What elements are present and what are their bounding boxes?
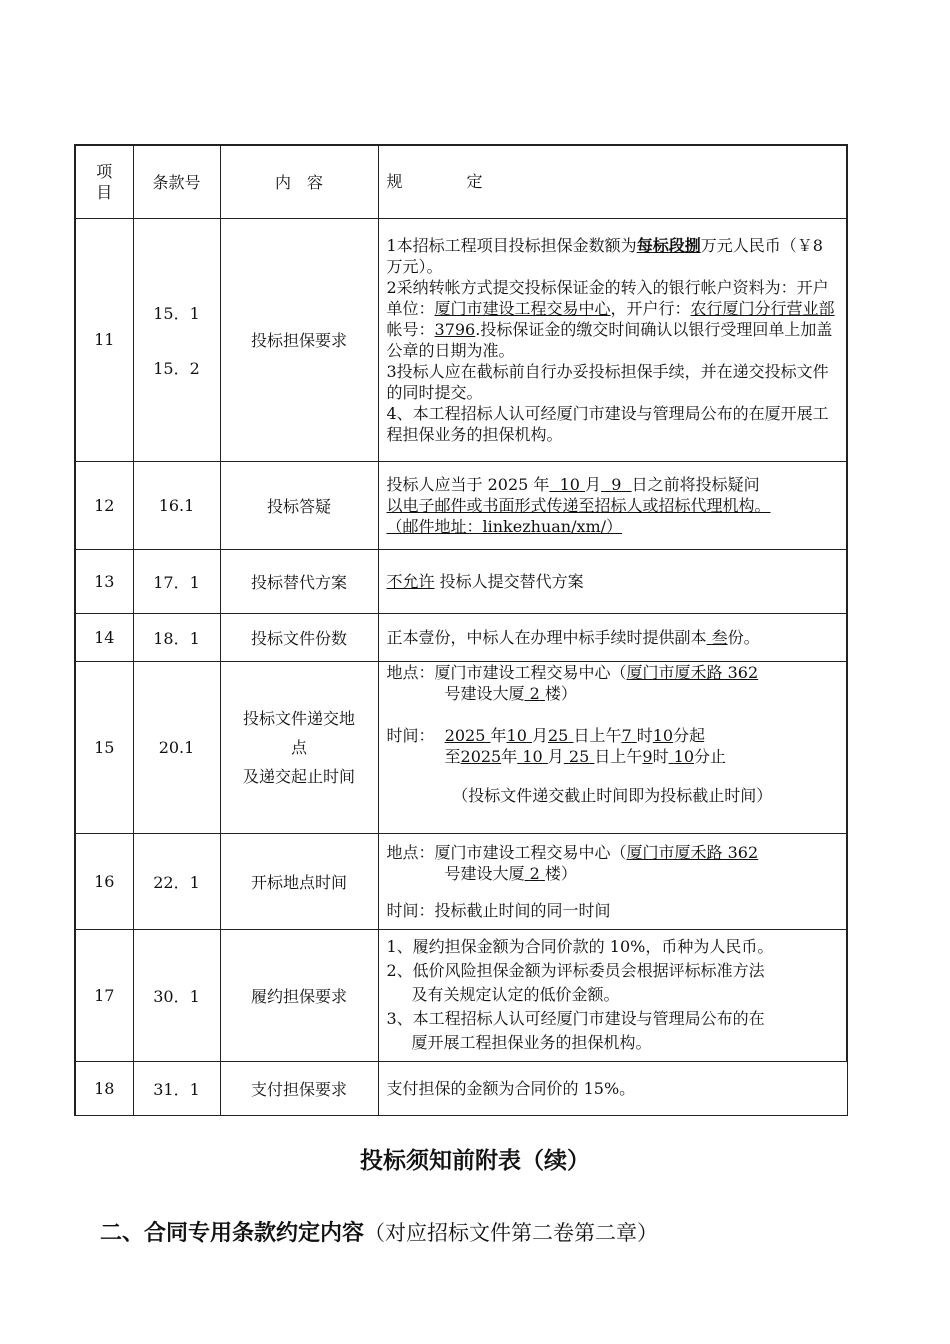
row-number: 18 xyxy=(75,1061,133,1115)
row-number: 13 xyxy=(75,549,133,613)
section-heading xyxy=(100,1216,658,1247)
row-content: 投标替代方案 xyxy=(220,549,378,613)
table-row xyxy=(75,929,847,1061)
row-rule: 1、履约担保金额为合同价款的 10%，币种为人民币。 2、低价风险担保金额为评标委员会根据评标标准方法 及有关规定认定的低价金额。 3、本工程招标人认可经厦门市建设与管理局公布的在 厦开展工程担保业务的担保机构。 xyxy=(378,929,847,1061)
row-rule: 1本招标工程项目投标担保金数额为每标段捌万元人民币（￥8万元）。 2采纳转帐方式提交投标保证金的转入的银行帐户资料为：开户单位：厦门市建设工程交易中心，开户行：农行厦门分行营业部 帐号：3796.投标保证金的缴交时间确认以银行受理回单上加盖公章的日期为准。 3投标人应在截标前自行办妥投标担保手续，并在递交投标文件的同时提交。 4、本工程招标人认可经厦门市建设与管理局公布的在厦开展工程担保业务的担保机构。 xyxy=(378,218,847,461)
row-rule: 不允许 投标人提交替代方案 xyxy=(378,549,847,613)
row-clause: 18．1 xyxy=(133,613,220,661)
header-clause: 条款号 xyxy=(133,145,220,218)
row-rule: 支付担保的金额为合同价的 15%。 xyxy=(378,1061,847,1115)
row-content: 投标文件份数 xyxy=(220,613,378,661)
row-clause: 22．1 xyxy=(133,833,220,929)
row-number: 17 xyxy=(75,929,133,1061)
row-clause: 15．1 15．2 xyxy=(133,218,220,461)
row-rule: 正本壹份，中标人在办理中标手续时提供副本 叁份。 xyxy=(378,613,847,661)
row-clause: 30．1 xyxy=(133,929,220,1061)
row-number: 11 xyxy=(75,218,133,461)
table-row xyxy=(75,218,847,461)
row-clause: 16.1 xyxy=(133,461,220,549)
table-caption: 投标须知前附表（续） xyxy=(360,1148,590,1174)
row-clause: 17．1 xyxy=(133,549,220,613)
row-rule: 投标人应当于 2025 年 10 月 9 日之前将投标疑问 以电子邮件或书面形式传递至招标人或招标代理机构。 （邮件地址：linkezhuan/xm/） xyxy=(378,461,847,549)
header-item: 项 目 xyxy=(75,145,133,218)
section-title: 二、合同专用条款约定内容 xyxy=(100,1221,365,1246)
section-subtitle: （对应招标文件第二卷第二章） xyxy=(364,1221,659,1245)
row-number: 12 xyxy=(75,461,133,549)
table-row xyxy=(75,661,847,833)
header-content: 内 容 xyxy=(220,145,378,218)
row-content: 投标文件递交地 点 及递交起止时间 xyxy=(220,661,378,833)
row-content: 履约担保要求 xyxy=(220,929,378,1061)
table-row xyxy=(75,549,847,613)
row-clause: 20.1 xyxy=(133,661,220,833)
row-number: 14 xyxy=(75,613,133,661)
table-row xyxy=(75,613,847,661)
row-number: 15 xyxy=(75,661,133,833)
row-clause: 31．1 xyxy=(133,1061,220,1115)
table-row xyxy=(75,833,847,929)
row-content: 开标地点时间 xyxy=(220,833,378,929)
table-header-row xyxy=(75,145,847,218)
row-content: 支付担保要求 xyxy=(220,1061,378,1115)
row-number: 16 xyxy=(75,833,133,929)
row-rule: 地点：厦门市建设工程交易中心（厦门市厦禾路 362 号建设大厦 2 楼） 时间：投标截止时间的同一时间 xyxy=(378,833,847,929)
row-content: 投标答疑 xyxy=(220,461,378,549)
row-rule: 地点：厦门市建设工程交易中心（厦门市厦禾路 362 号建设大厦 2 楼） 时间： 2025 年10 月25 日上午7 时10分起 至2025年 10 月 25 日上午9时 10分止 （投标文件递交截止时间即为投标截止时间） xyxy=(378,661,847,833)
bid-notice-table xyxy=(74,144,851,1116)
table-row xyxy=(75,461,847,549)
row-content: 投标担保要求 xyxy=(220,218,378,461)
table-row xyxy=(75,1061,847,1115)
header-rule: 规 定 xyxy=(378,145,847,218)
